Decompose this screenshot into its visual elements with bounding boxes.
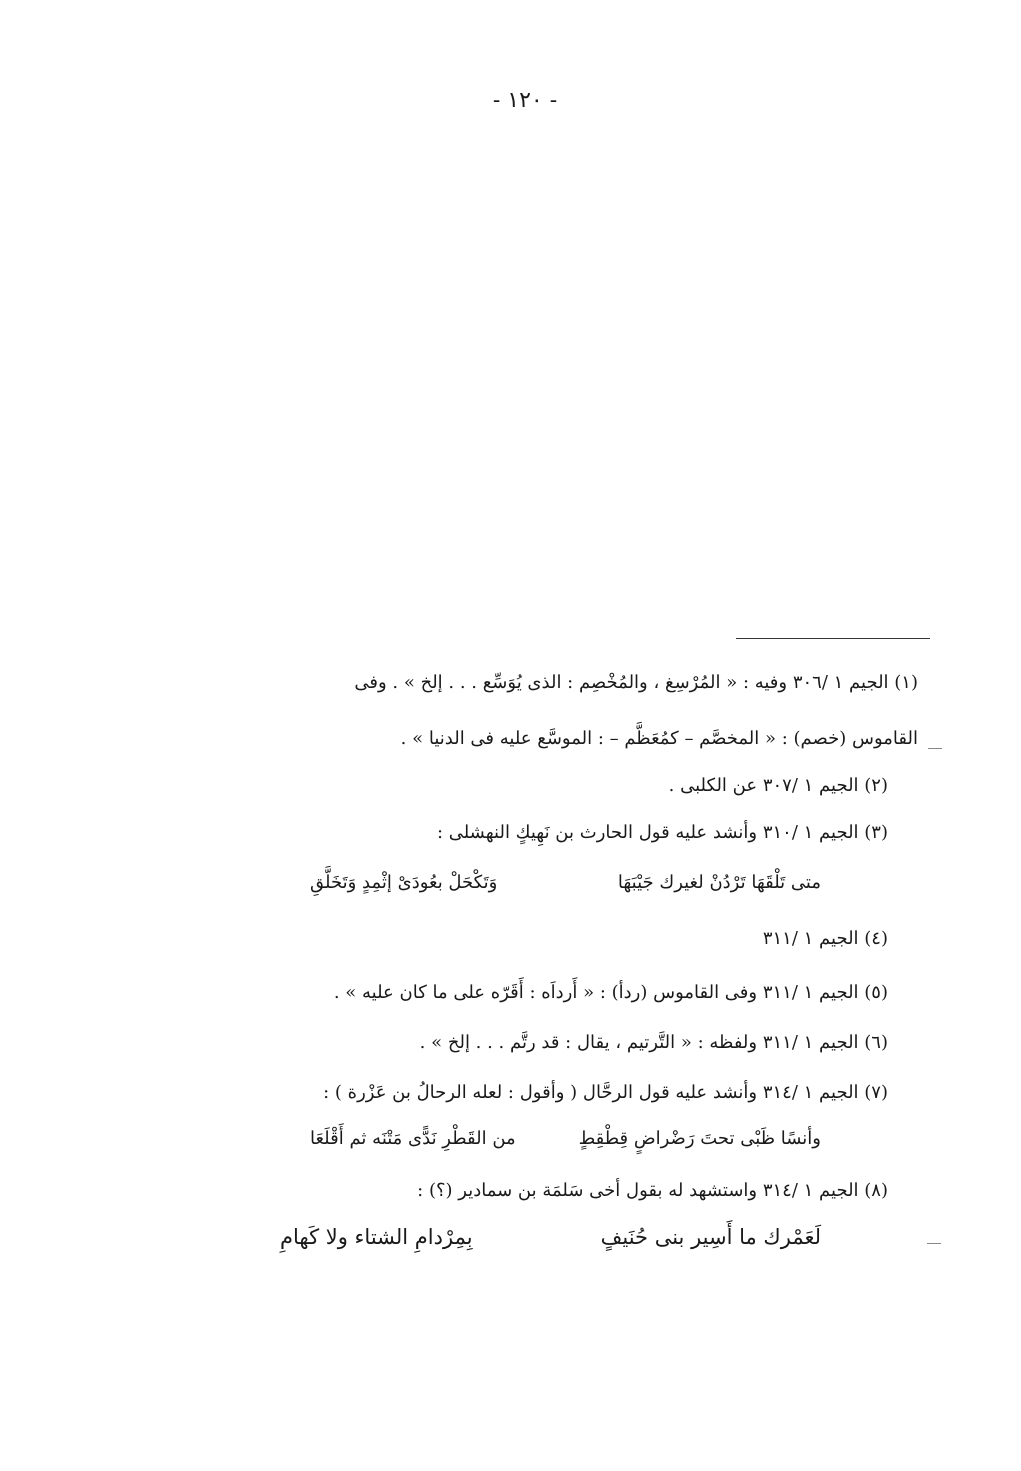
margin-mark	[928, 748, 942, 749]
verse-3-first: لَعَمْرك ما أَسِير بنى حُنَيفٍ	[600, 1225, 821, 1249]
footnote-1-continued: القاموس (خصم) : « المخصَّم – كمُعَظَّم – : الموسَّع عليه فى الدنيا » .	[400, 728, 918, 749]
page-number: - ١٢٠ -	[492, 88, 558, 113]
footnote-7: (٧) الجيم ١ /٣١٤ وأنشد عليه قول الرحَّال ( وأقول : لعله الرحالُ بن عَزْرة ) :	[323, 1082, 888, 1103]
margin-mark	[927, 1243, 941, 1244]
footnote-4: (٤) الجيم ١ /٣١١	[762, 928, 888, 949]
footnote-2: (٢) الجيم ١ /٣٠٧ عن الكلبى .	[668, 775, 888, 796]
footnote-8: (٨) الجيم ١ /٣١٤ واستشهد له بقول أخى سَلمَة بن سمادير (؟) :	[417, 1180, 888, 1201]
footnote-5: (٥) الجيم ١ /٣١١ وفى القاموس (ردأ) : « أَرداَه : أَقَرّه على ما كان عليه » .	[333, 982, 888, 1003]
verse-1-second: وَتَكْحَلْ بعُودَىْ إثْمِدٍ وَتَخَلَّقِ	[310, 872, 498, 893]
footnote-1: (١) الجيم ١ /٣٠٦ وفيه : « المُرْسِغ ، والمُخْصِم : الذى يُوَسِّع . . . إلخ » . وفى	[354, 672, 918, 693]
verse-3-second: بِمِرْدامِ الشتاء ولا كَهامِ	[280, 1225, 473, 1249]
footnote-6: (٦) الجيم ١ /٣١١ ولفظه : « التَّرتيم ، يقال : قد رتَّم . . . إلخ » .	[419, 1032, 888, 1053]
footnote-divider	[736, 638, 930, 639]
verse-2-second: من القَطْرِ نَدًّى مَتْنَه ثم أَقْلَعَا	[310, 1128, 516, 1149]
verse-2-first: وأنسًا ظَبْى تحتَ رَضْراضٍ قِطْقِطٍ	[578, 1128, 821, 1149]
verse-1-first: متى تَلْقَهَا تَرْدُنْ لغيرك جَيْبَهَا	[617, 872, 821, 893]
footnote-3: (٣) الجيم ١ /٣١٠ وأنشد عليه قول الحارث بن نَهِيكٍ النهشلى :	[436, 822, 888, 843]
